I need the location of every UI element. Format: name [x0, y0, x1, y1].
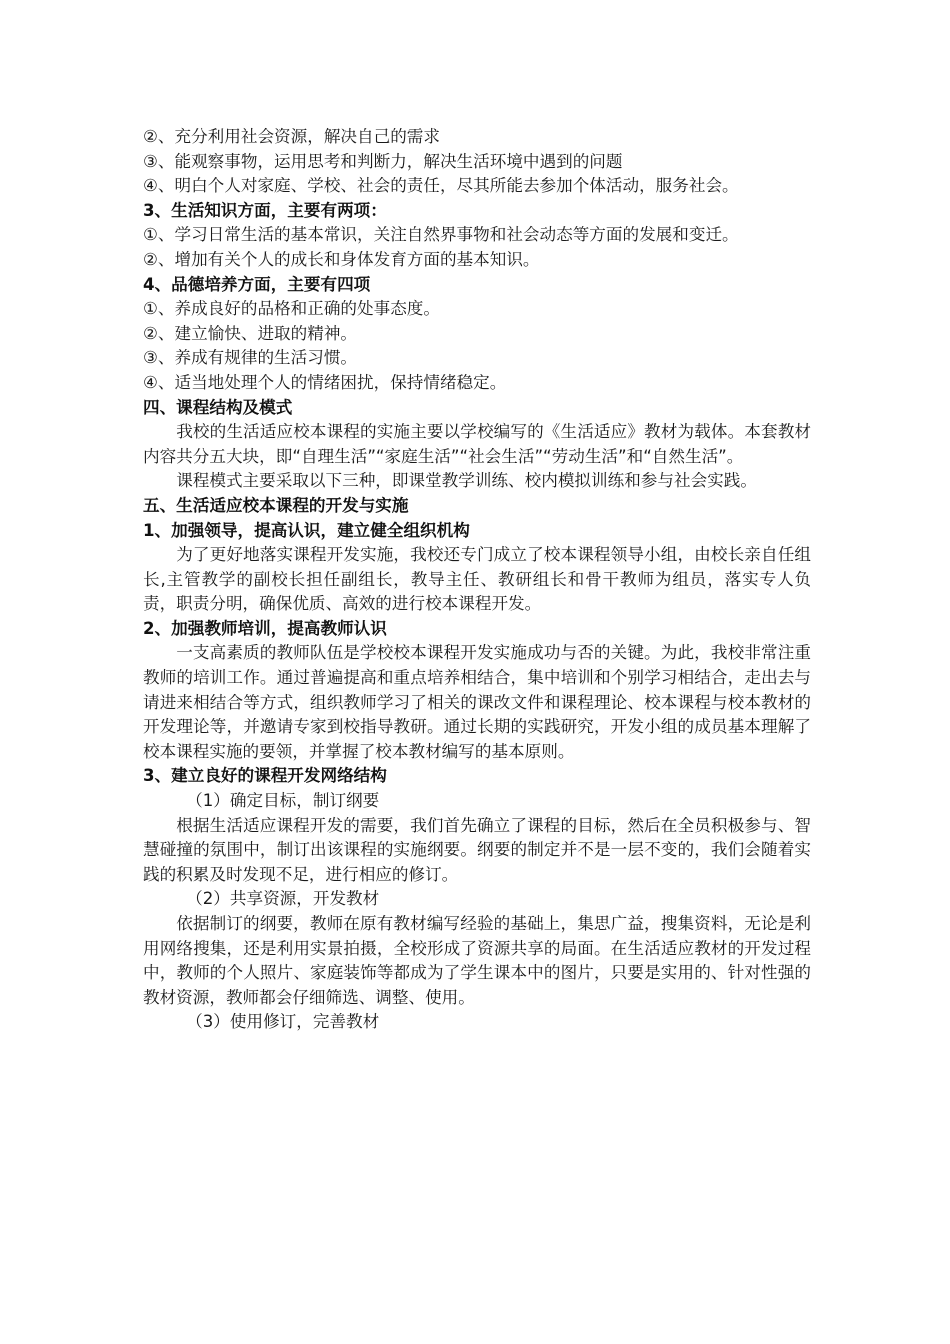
body-paragraph: 依据制订的纲要，教师在原有教材编写经验的基础上，集思广益，搜集资料，无论是利用网络搜集，还是利用实景拍摄，全校形成了资源共享的局面。在生活适应教材的开发过程中，教师的个人照片、家庭装饰等都成为了学生课本中的图片，只要是实用的、针对性强的教材资源，教师都会仔细筛选、调整、使用。: [143, 914, 811, 1007]
list-item: ④、适当地处理个人的情绪困扰，保持情绪稳定。: [143, 372, 507, 392]
section-heading: 四、课程结构及模式: [143, 397, 293, 417]
list-item: ④、明白个人对家庭、学校、社会的责任，尽其所能去参加个体活动，服务社会。: [143, 176, 739, 196]
body-paragraph: 课程模式主要采取以下三种，即课堂教学训练、校内模拟训练和参与社会实践。: [176, 471, 757, 491]
list-item: ③、能观察事物，运用思考和判断力，解决生活环境中遇到的问题: [143, 151, 623, 171]
subsection-heading: （1）确定目标，制订纲要: [186, 791, 380, 811]
section-heading: 五、生活适应校本课程的开发与实施: [143, 495, 409, 515]
body-paragraph: 我校的生活适应校本课程的实施主要以学校编写的《生活适应》教材为载体。本套教材内容共分五大块，即“自理生活”“家庭生活”“社会生活”“劳动生活”和“自然生活”。: [143, 422, 811, 466]
document-page: [143, 125, 811, 1035]
section-heading: 2、加强教师培训，提高教师认识: [143, 618, 387, 638]
list-item: ①、学习日常生活的基本常识，关注自然界事物和社会动态等方面的发展和变迁。: [143, 225, 739, 245]
body-paragraph: 为了更好地落实课程开发实施，我校还专门成立了校本课程领导小组，由校长亲自任组长,主管教学的副校长担任副组长，教导主任、教研组长和骨干教师为组员，落实专人负责，职责分明，确保优质、高效的进行校本课程开发。: [143, 545, 811, 614]
section-heading: 3、建立良好的课程开发网络结构: [143, 766, 387, 786]
body-paragraph: 一支高素质的教师队伍是学校校本课程开发实施成功与否的关键。为此，我校非常注重教师的培训工作。通过普遍提高和重点培养相结合，集中培训和个别学习相结合，走出去与请进来相结合等方式，组织教师学习了相关的课改文件和课程理论、校本课程与校本教材的开发理论等，并邀请专家到校指导教研。通过长期的实践研究，开发小组的成员基本理解了校本课程实施的要领，并掌握了校本教材编写的基本原则。: [143, 643, 811, 761]
subsection-heading: （2）共享资源，开发教材: [186, 889, 380, 909]
list-item: ③、养成有规律的生活习惯。: [143, 348, 358, 368]
list-item: ②、增加有关个人的成长和身体发育方面的基本知识。: [143, 249, 540, 269]
list-item: ①、养成良好的品格和正确的处事态度。: [143, 299, 440, 319]
section-heading: 1、加强领导，提高认识，建立健全组织机构: [143, 520, 470, 540]
section-heading: 3、生活知识方面，主要有两项：: [143, 200, 387, 220]
list-item: ②、充分利用社会资源，解决自己的需求: [143, 127, 440, 146]
list-item: ②、建立愉快、进取的精神。: [143, 323, 358, 343]
body-paragraph: 根据生活适应课程开发的需要，我们首先确立了课程的目标，然后在全员积极参与、智慧碰撞的氛围中，制订出该课程的实施纲要。纲要的制定并不是一层不变的，我们会随着实践的积累及时发现不足，进行相应的修订。: [143, 815, 811, 884]
section-heading: 4、品德培养方面，主要有四项: [143, 274, 371, 294]
subsection-heading: （3）使用修订，完善教材: [186, 1012, 380, 1032]
